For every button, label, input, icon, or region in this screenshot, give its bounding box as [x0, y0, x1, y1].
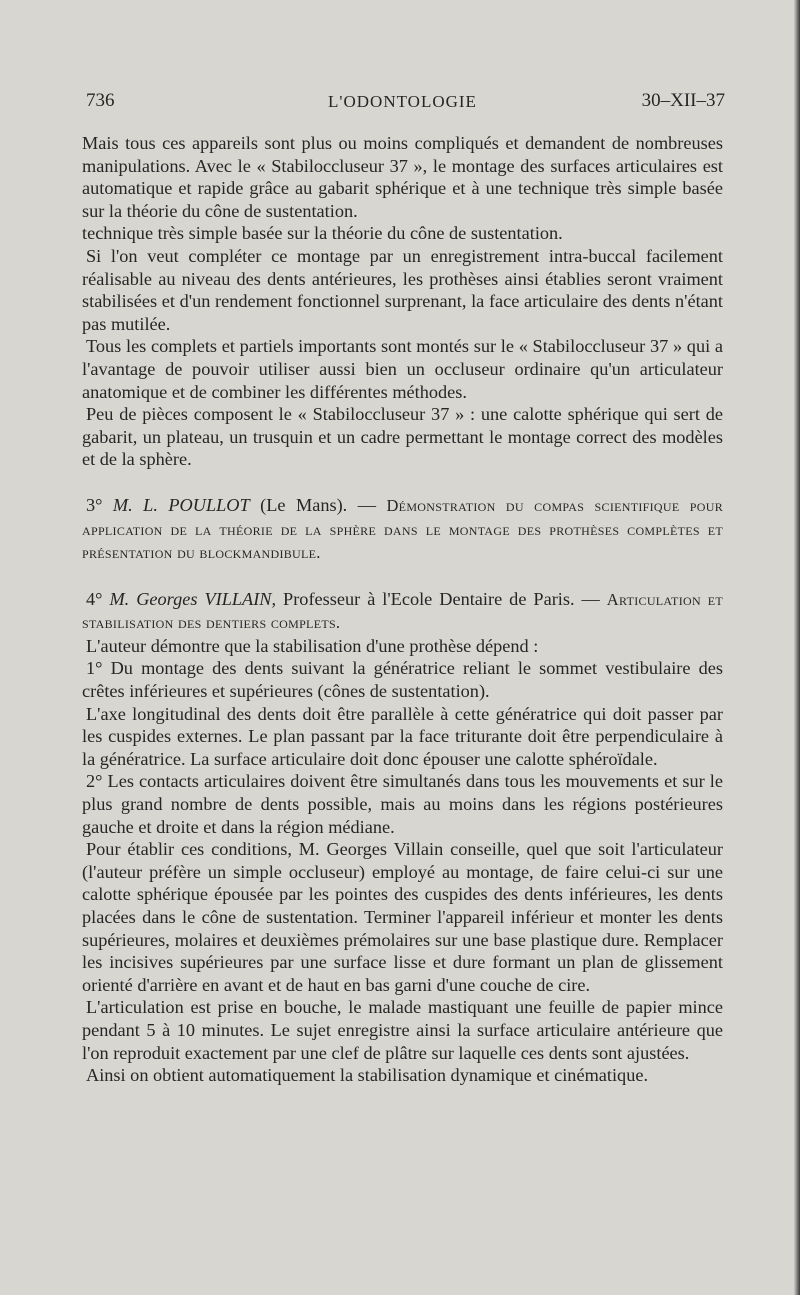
paragraph — [82, 245, 723, 335]
issue-date: 30–XII–37 — [641, 90, 725, 111]
section-place: (Le Mans). — — [249, 494, 387, 515]
text-column — [82, 90, 723, 1087]
paragraph-text: Pour établir ces conditions, M. Georges Villain conseille, quel que soit l'articulateur (l'auteur préfère un simple occluseur) employé au montage, de faire celui-ci sur une calotte sphérique épousée par les pointes des cuspides des dents inférieures, les dents placées dans le cône de sustentation. Terminer l'appareil inférieur et monter les dents supérieures, molaires et deuxièmes prémolaires sur une base plastique dure. Remplacer les incisives supérieures par une surface lisse et dure formant un plan de glissement orienté d'arrière en avant et de haut en bas garni d'une couche de cire. — [82, 839, 723, 995]
paragraph-repeated-line: technique très simple basée sur la théorie du cône de sustentation. — [82, 223, 563, 244]
section-number: 4° — [86, 588, 103, 609]
article-body — [82, 132, 723, 1087]
page-number: 736 — [86, 90, 115, 111]
section-title: Démonstration du compas scientifique pour application de la théorie de la sphère dans le montage des prothèses complètes et présentation du blockmandibule. — [82, 495, 724, 563]
section-author: M. L. POULLOT — [112, 494, 250, 515]
paragraph — [82, 335, 723, 403]
paragraph — [82, 1064, 723, 1087]
section-affiliation: Professeur à l'Ecole Dentaire de Paris. — — [276, 588, 607, 609]
section-3-heading — [82, 494, 723, 565]
paragraph — [82, 996, 723, 1064]
paragraph-text: Ainsi on obtient automatiquement la stabilisation dynamique et cinématique. — [86, 1065, 649, 1086]
section-title: Articulation et stabilisation des dentiers complets. — [82, 589, 724, 633]
paragraph-text: Peu de pièces composent le « Stabiloccluseur 37 » : une calotte sphérique qui sert de gabarit, un plateau, un trusquin et un cadre permettant le montage correct des modèles et de la sphère. — [82, 404, 723, 470]
paragraph — [82, 770, 723, 838]
paragraph: Mais tous ces appareils sont plus ou moins compliqués et demandent de nombreuses manipulations. Avec le « Stabiloccluseur 37 », le montage des surfaces articulaires est automatique et rapide grâce au gabarit sphérique et à une technique très simple basée sur la théorie du cône de sustentation. — [82, 133, 723, 221]
paragraph-text: Tous les complets et partiels importants sont montés sur le « Stabiloccluseur 37 » qui a l'avantage de pouvoir utiliser aussi bien un occluseur ordinaire qu'un articulateur anatomique et de combiner les différentes méthodes. — [82, 336, 723, 402]
paragraph-text: 2° Les contacts articulaires doivent être simultanés dans tous les mouvements et sur le plus grand nombre de dents possible, mais au moins dans les régions postérieures gauche et droite et dans la région médiane. — [82, 771, 723, 837]
paragraph-text: Si l'on veut compléter ce montage par un enregistrement intra-buccal facilement réalisable au niveau des dents antérieures, les prothèses ainsi établies seront vraiment stabilisées et d'un rendement fonctionnel surprenant, la face articulaire des dents n'étant pas mutilée. — [82, 245, 723, 334]
paragraph-text: L'auteur démontre que la stabilisation d'une prothèse dépend : — [86, 635, 539, 656]
journal-title: L'ODONTOLOGIE — [328, 92, 477, 111]
paragraph-text: 1° Du montage des dents suivant la génératrice reliant le sommet vestibulaire des crêtes inférieures et supérieures (cônes de sustentation). — [82, 658, 723, 702]
paragraph — [82, 657, 723, 702]
section-author: M. Georges VILLAIN, — [109, 588, 277, 609]
running-head — [82, 90, 723, 120]
paragraph — [82, 403, 723, 471]
paragraph — [82, 635, 723, 658]
paragraph-text: L'articulation est prise en bouche, le malade mastiquant une feuille de papier mince pendant 5 à 10 minutes. Le sujet enregistre ainsi la surface articulaire antérieure que l'on reproduit exactement par une clef de plâtre sur laquelle ces dents sont ajustées. — [82, 997, 723, 1063]
paragraph-text: L'axe longitudinal des dents doit être parallèle à cette génératrice qui doit passer par les cuspides externes. Le plan passant par la face triturante doit être perpendiculaire à la génératrice. La surface articulaire doit donc épouser une calotte sphéroïdale. — [82, 703, 723, 769]
page-edge-shadow — [794, 0, 800, 1295]
paragraph — [82, 703, 723, 771]
section-number: 3° — [86, 494, 103, 515]
section-4-heading — [82, 588, 723, 635]
paragraph — [82, 838, 723, 996]
